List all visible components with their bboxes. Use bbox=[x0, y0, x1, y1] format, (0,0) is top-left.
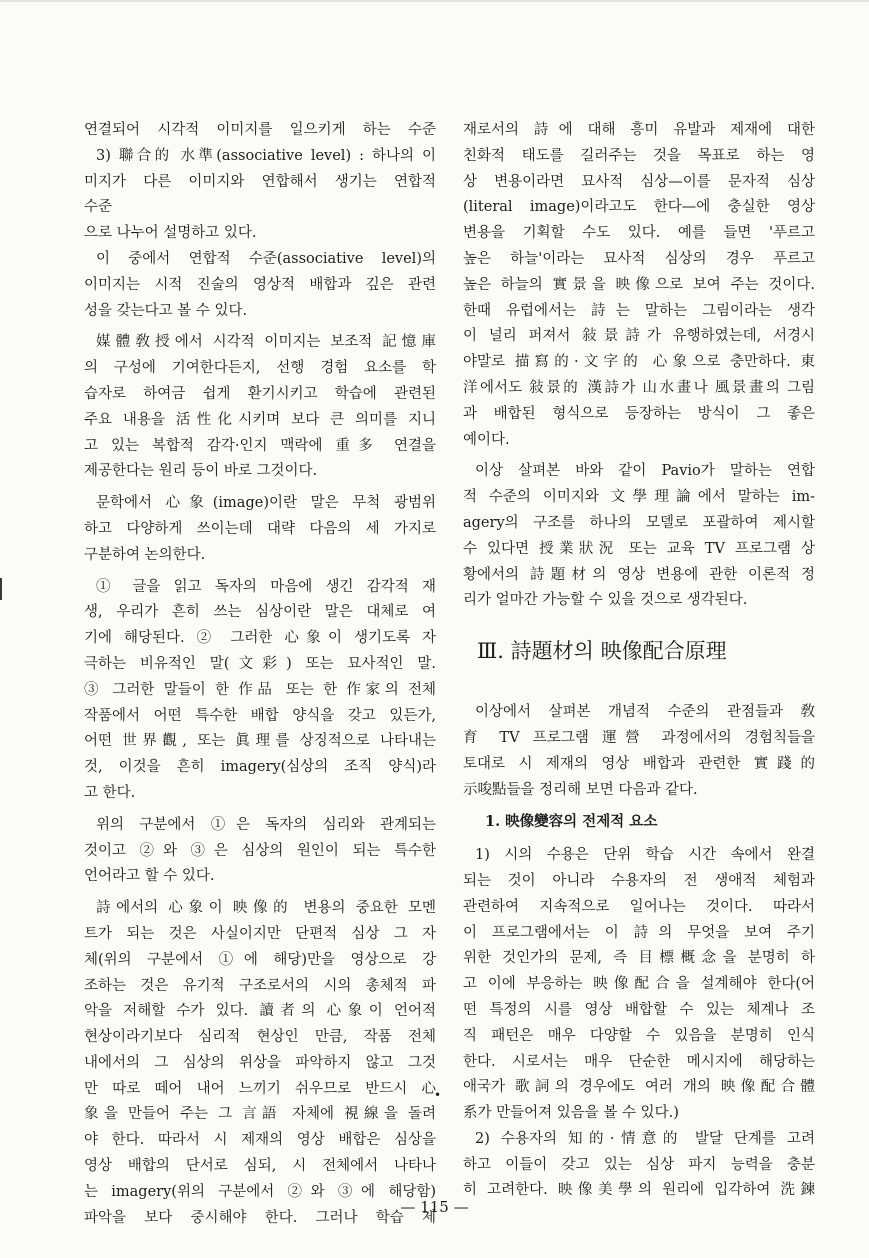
text-line: 내에서의 그 심상의 위상을 파악하지 않고 그것 bbox=[84, 1054, 436, 1071]
text-line: 작품에서 어떤 특수한 배합 양식을 갖고 있든가, bbox=[84, 707, 436, 724]
text-line: 詩에서의 心象이 映像的 변용의 중요한 모멘 bbox=[96, 900, 436, 917]
text-line: 높은 하늘'이라는 묘사적 심상의 경우 푸르고 bbox=[463, 250, 815, 267]
text-line: 체(위의 구분에서 ①에 해당)만을 영상으로 강 bbox=[84, 951, 436, 968]
text-line: 고 있는 복합적 감각·인지 맥락에 重多 연결을 bbox=[84, 437, 436, 454]
text-line: 히 고려한다. 映像美學의 원리에 입각하여 洗鍊 bbox=[463, 1182, 815, 1199]
text-line: 는 imagery(위의 구분에서 ②와 ③에 해당함) bbox=[84, 1183, 436, 1200]
text-line: 위의 구분에서 ①은 독자의 심리와 관계되는 bbox=[96, 816, 436, 833]
text-line: 야 한다. 따라서 시 제재의 영상 배합은 심상을 bbox=[84, 1132, 436, 1149]
text-line: ① 글을 읽고 독자의 마음에 생긴 감각적 재 bbox=[96, 578, 436, 595]
text-line: 이상에서 살펴본 개념적 수준의 관점들과 敎 bbox=[475, 704, 815, 721]
text-line: 적 수준의 이미지와 文學理論에서 말하는 im- bbox=[463, 489, 815, 506]
text-line: 것, 이것을 흔히 imagery(심상의 조직 양식)라 bbox=[84, 759, 436, 776]
page-top-edge bbox=[0, 0, 869, 2]
text-line: 구분하여 논의한다. bbox=[84, 546, 206, 563]
text-line: 이미지는 시적 진술의 영상적 배합과 깊은 관련 bbox=[84, 276, 436, 293]
left-column bbox=[84, 118, 436, 1231]
text-line: 고 한다. bbox=[84, 784, 136, 801]
text-line: 트가 되는 것은 사실이지만 단편적 심상 그 자 bbox=[84, 925, 436, 942]
text-line: 만 따로 떼어 내어 느끼기 쉬우므로 반드시 心 bbox=[84, 1080, 436, 1097]
text-line: 언어라고 할 수 있다. bbox=[84, 868, 215, 885]
text-line: 성을 갖는다고 볼 수 있다. bbox=[84, 302, 248, 319]
text-line: 미지가 다른 이미지와 연합해서 생기는 연합적 bbox=[84, 173, 436, 190]
section-heading: Ⅲ. 詩題材의 映像配合原理 bbox=[477, 639, 727, 664]
text-line: 떤 특정의 시를 영상 배합할 수 있는 체계나 조 bbox=[463, 1001, 815, 1018]
text-line: 이상 살펴본 바와 같이 Pavio가 말하는 연합 bbox=[475, 463, 815, 480]
text-line: 직 패턴은 매우 다양할 수 있음을 분명히 인식 bbox=[463, 1027, 815, 1044]
text-line: 상 변용이라면 묘사적 심상—이를 문자적 심상 bbox=[463, 173, 815, 190]
text-line: 토대로 시 제재의 영상 배합과 관련한 實踐的 bbox=[463, 755, 815, 772]
text-line: 系가 만들어져 있음을 볼 수 있다.) bbox=[463, 1105, 679, 1122]
text-line: 현상이라기보다 심리적 현상인 만큼, 작품 전체 bbox=[84, 1029, 436, 1046]
text-line: 조하는 것은 유기적 구조로서의 시의 총체적 파 bbox=[84, 977, 436, 994]
text-line: 것이고 ②와 ③은 심상의 원인이 되는 특수한 bbox=[84, 842, 436, 859]
text-line: 악을 저해할 수가 있다. 讀者의 心象이 언어적 bbox=[84, 1003, 436, 1020]
text-line: 한다. 시로서는 매우 단순한 메시지에 해당하는 bbox=[463, 1053, 815, 1070]
text-line: 育 TV 프로그램 運營 과정에서의 경험칙들을 bbox=[463, 729, 815, 746]
text-line: 습자로 하여금 쉽게 환기시키고 학습에 관련된 bbox=[84, 385, 436, 402]
text-line: 3) 聯合的 水準(associative level) : 하나의 이 bbox=[96, 147, 436, 164]
right-column bbox=[463, 118, 815, 1204]
text-line: 리가 얼마간 가능할 수 있을 것으로 생각된다. bbox=[463, 592, 748, 609]
page-number: — 115 — bbox=[400, 1198, 469, 1216]
text-line: 으로 나누어 설명하고 있다. bbox=[84, 225, 257, 242]
text-line: 문학에서 心象(image)이란 말은 무척 광범위 bbox=[96, 495, 436, 512]
text-line: 어떤 世界觀, 또는 眞理를 상징적으로 나타내는 bbox=[84, 733, 436, 750]
text-line: 이 중에서 연합적 수준(associative level)의 bbox=[96, 250, 436, 267]
text-line: (literal image)이라고도 한다—에 충실한 영상 bbox=[463, 199, 815, 216]
text-line: 한때 유럽에서는 詩는 말하는 그림이라는 생각 bbox=[463, 302, 815, 319]
text-line: 과 배합된 형식으로 등장하는 방식이 그 좋은 bbox=[463, 405, 815, 422]
text-line: 황에서의 詩題材의 영상 변용에 관한 이론적 정 bbox=[463, 566, 815, 583]
text-line: 높은 하늘의 實景을 映像으로 보여 주는 것이다. bbox=[463, 276, 815, 293]
text-line: 2) 수용자의 知的·情意的 발달 단계를 고려 bbox=[475, 1130, 815, 1147]
sub-heading: 1. 映像變容의 전제적 요소 bbox=[485, 813, 658, 831]
text-line: 수준 bbox=[84, 199, 113, 216]
text-line: 이 널리 퍼져서 敍景詩가 유행하였는데, 서경시 bbox=[463, 328, 815, 345]
stray-mark: • bbox=[434, 1088, 442, 1102]
text-line: 주요 내용을 活性化시키며 보다 큰 의미를 지니 bbox=[84, 411, 436, 428]
text-line: 극하는 비유적인 말(文彩) 또는 묘사적인 말. bbox=[84, 655, 436, 672]
text-line: 생, 우리가 흔히 쓰는 심상이란 말은 대체로 여 bbox=[84, 604, 436, 621]
text-line: 친화적 태도를 길러주는 것을 목표로 하는 영 bbox=[463, 147, 815, 164]
text-line: 수 있다면 授業狀況 또는 교육 TV 프로그램 상 bbox=[463, 540, 815, 557]
text-line: 애국가 歌詞의 경우에도 여러 개의 映像配合體 bbox=[463, 1079, 815, 1096]
text-line: agery의 구조를 하나의 모델로 포괄하여 제시할 bbox=[463, 514, 815, 531]
text-line: ③ 그러한 말들이 한 作品 또는 한 作家의 전체 bbox=[84, 681, 436, 698]
text-line: 고 이에 부응하는 映像配合을 설계해야 한다(어 bbox=[463, 976, 815, 993]
text-line: 이 프로그램에서는 이 詩의 무엇을 보여 주기 bbox=[463, 924, 815, 941]
text-line: 예이다. bbox=[463, 431, 510, 448]
text-line: 야말로 描寫的·文字的 心象으로 충만하다. 東 bbox=[463, 354, 815, 371]
scan-edge-mark bbox=[0, 578, 2, 600]
text-line: 기에 해당된다. ② 그러한 心象이 생기도록 자 bbox=[84, 630, 436, 647]
text-line: 하고 이들이 갖고 있는 심상 파지 능력을 충분 bbox=[463, 1156, 815, 1173]
text-line: 1) 시의 수용은 단위 학습 시간 속에서 완결 bbox=[475, 847, 815, 864]
text-line: 변용을 기획할 수도 있다. 예를 들면 '푸르고 bbox=[463, 225, 815, 242]
text-line: 위한 것인가의 문제, 즉 目標概念을 분명히 하 bbox=[463, 950, 815, 967]
text-line: 관련하여 지속적으로 일어나는 것이다. 따라서 bbox=[463, 898, 815, 915]
text-line: 洋에서도 敍景的 漢詩가 山水畫나 風景畫의 그림 bbox=[463, 379, 815, 396]
text-line: 하고 다양하게 쓰이는데 대략 다음의 세 가지로 bbox=[84, 520, 436, 537]
text-line: 영상 배합의 단서로 심되, 시 전체에서 나타나 bbox=[84, 1158, 436, 1175]
text-line: 제공한다는 원리 등이 바로 그것이다. bbox=[84, 463, 318, 480]
text-line: 재로서의 詩에 대해 흥미 유발과 제재에 대한 bbox=[463, 122, 815, 138]
text-line: 파악을 보다 중시해야 한다. 그러나 학습 제 bbox=[84, 1209, 436, 1226]
text-line: 示唆點들을 정리해 보면 다음과 같다. bbox=[463, 781, 698, 798]
text-line: 象을 만들어 주는 그 言語 자체에 視線을 돌려 bbox=[84, 1106, 436, 1123]
text-line: 媒體敎授에서 시각적 이미지는 보조적 記憶庫 bbox=[96, 334, 436, 351]
text-line: 의 구성에 기여한다든지, 선행 경험 요소를 학 bbox=[84, 360, 436, 377]
text-line: 되는 것이 아니라 수용자의 전 생애적 체험과 bbox=[463, 872, 815, 889]
text-line: 연결되어 시각적 이미지를 일으키게 하는 수준 bbox=[84, 122, 436, 138]
